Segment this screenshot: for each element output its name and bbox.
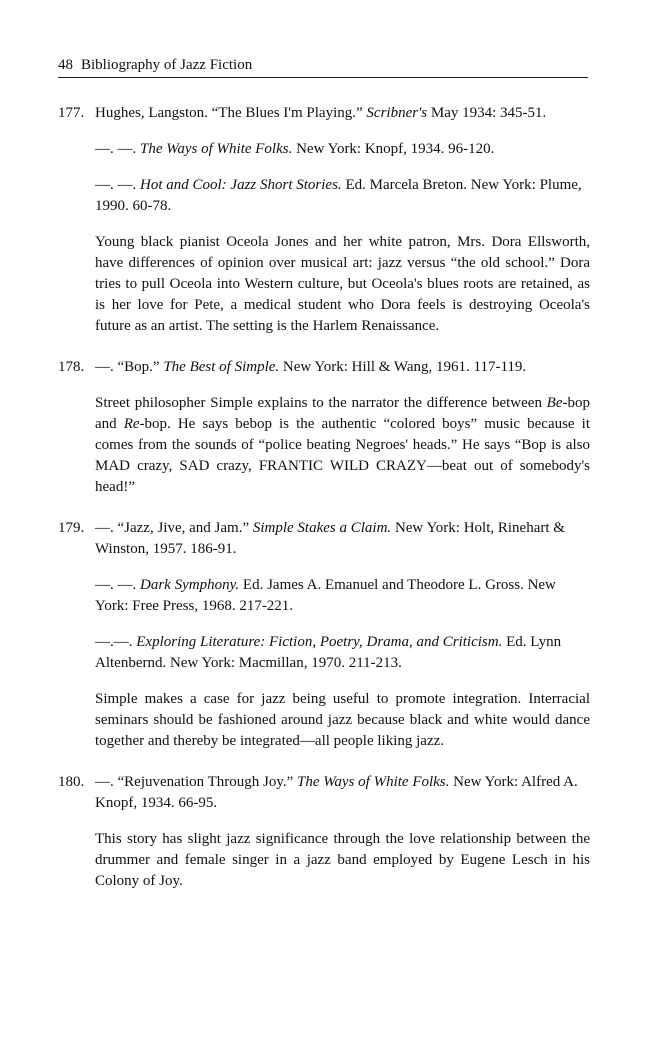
- entry-number: 180.: [58, 774, 85, 790]
- citation-text: New York: Alfred A. Knopf, 1934. 66-95.: [95, 774, 578, 811]
- citation-text: Ed. James A. Emanuel and Theodore L. Gross. New York: Free Press, 1968. 217-221.: [95, 577, 556, 614]
- bibliography-entry: [58, 772, 590, 892]
- citation-text: —.—.: [95, 634, 137, 650]
- annotation: [95, 829, 590, 892]
- annotation: [95, 393, 590, 498]
- citation-text: —. “Jazz, Jive, and Jam.”: [95, 520, 253, 536]
- citation-title: Scribner's: [366, 105, 428, 121]
- citation: [95, 632, 590, 674]
- bibliography-entry: [58, 103, 590, 337]
- citation: [95, 139, 590, 160]
- citation-text: Hughes, Langston. “The Blues I'm Playing.”: [95, 105, 367, 121]
- citation: [95, 772, 590, 814]
- annotation-text: -bop and: [95, 395, 590, 432]
- citation-title: Hot and Cool: Jazz Short Stories.: [140, 177, 342, 193]
- bibliography-entry: [58, 518, 590, 752]
- citation-text: —. —.: [95, 577, 140, 593]
- citation-title: Exploring Literature: Fiction, Poetry, Drama, and Criticism.: [136, 634, 503, 650]
- citation-text: —. —.: [95, 177, 140, 193]
- citation-text: —. —.: [95, 141, 140, 157]
- citation-text: New York: Holt, Rinehart & Winston, 1957. 186-91.: [95, 520, 565, 557]
- citation-text: May 1934: 345-51.: [427, 105, 547, 121]
- bibliography-entry: [58, 357, 590, 498]
- citation-title: Simple Stakes a Claim.: [252, 520, 392, 536]
- annotation: [95, 232, 590, 337]
- annotation-text: Be: [546, 395, 563, 411]
- citation-title: The Ways of White Folks.: [297, 774, 450, 790]
- annotation-text: Re: [123, 416, 140, 432]
- entry-first-citation: [58, 772, 590, 814]
- entry-number: 179.: [58, 520, 85, 536]
- annotation-text: Street philosopher Simple explains to the narrator the difference between: [95, 395, 547, 411]
- annotation-text: -bop. He says bebop is the authentic “colored boys” music because it comes from the sounds of “police beating Negroes' heads.” He says “Bop is also MAD crazy, SAD crazy, FRANTIC WILD CRAZY—beat out of somebody's head!”: [95, 416, 590, 495]
- citation: [95, 175, 590, 217]
- entry-first-citation: [58, 103, 590, 124]
- annotation-text: Young black pianist Oceola Jones and her white patron, Mrs. Dora Ellsworth, have differences of opinion over musical art: jazz versus “the old school.” Dora tries to pull Oceola into Western culture, but Oceola's blues roots are retained, as is her love for Pete, a medical student who Dora feels is destroying Oceola's future as an artist. The setting is the Harlem Renaissance.: [95, 234, 590, 334]
- citation-title: The Ways of White Folks.: [140, 141, 293, 157]
- citation-text: New York: Hill & Wang, 1961. 117-119.: [279, 359, 527, 375]
- bibliography-entries: [58, 103, 590, 912]
- entry-number: 177.: [58, 105, 85, 121]
- running-header: [58, 55, 588, 78]
- citation-text: Ed. Lynn Altenbernd. New York: Macmillan, 1970. 211-213.: [95, 634, 562, 671]
- entry-first-citation: [58, 518, 590, 560]
- annotation: [95, 689, 590, 752]
- citation-text: Ed. Marcela Breton. New York: Plume, 1990. 60-78.: [95, 177, 582, 214]
- entry-first-citation: [58, 357, 590, 378]
- citation-title: Dark Symphony.: [140, 577, 240, 593]
- citation-title: The Best of Simple.: [163, 359, 280, 375]
- citation-text: —. “Rejuvenation Through Joy.”: [95, 774, 298, 790]
- annotation-text: Simple makes a case for jazz being useful to promote integration. Interracial seminars should be fashioned around jazz because black and white would dance together and thereby be integrated—all people liking jazz.: [95, 691, 590, 749]
- citation: [95, 357, 590, 378]
- citation: [95, 575, 590, 617]
- citation-text: —. “Bop.”: [95, 359, 164, 375]
- annotation-text: This story has slight jazz significance through the love relationship between the drummer and female singer in a jazz band employed by Eugene Lesch in his Colony of Joy.: [95, 831, 590, 889]
- running-title: Bibliography of Jazz Fiction: [81, 57, 253, 73]
- citation: [95, 518, 590, 560]
- entry-number: 178.: [58, 359, 85, 375]
- citation-text: New York: Knopf, 1934. 96-120.: [292, 141, 495, 157]
- citation: [95, 103, 590, 124]
- page-number: 48: [58, 57, 73, 73]
